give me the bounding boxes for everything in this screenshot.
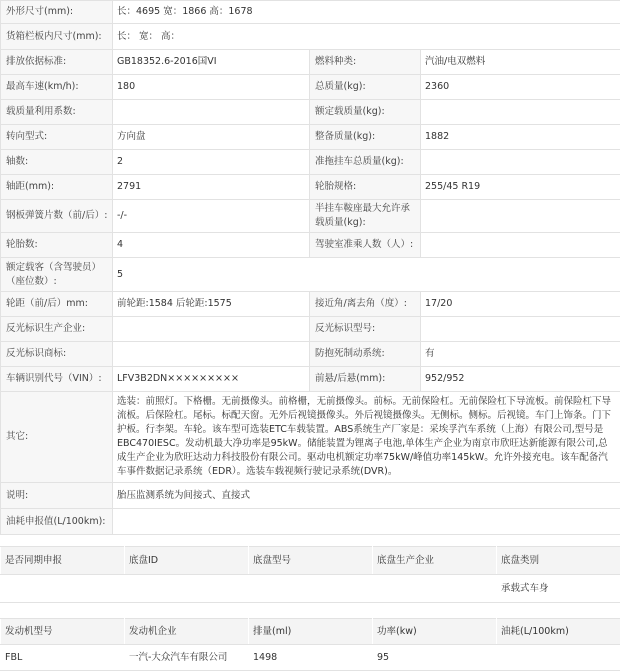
other-value: 选装：前照灯。下格栅。无前摄像头。前格栅，无前摄像头。前标。无前保险杠。无前保险杠下导流板。前保险杠下导流板。后保险杠。尾标。标配天窗。无外后视镜摄像头。外后视镜摄像头。无侧标。侧标。后视镜。车门上饰条。门下护板。行李架。车轮。该车型可选装ETC车载装置。ABS系统生产厂家是：采埃孚汽车系统（上海）有限公司,型号是EBC470IESC。发动机最大净功率是95kW。储能装置为锂离子电池,单体生产企业为南京市欣旺达新能源有限公司,总成生产企业为欣旺达动力科技股份有限公司。驱动电机额定功率75kW/峰值功率145kW。允许外接充电。该车配备汽车事件数据记录系统（EDR）。选装车载视频行驶记录系统(DVR)。 [113,392,620,483]
wheelbase-value: 2791 [113,175,310,200]
tire-count-label: 轮胎数: [1,233,113,258]
chassis-header-id: 底盘ID [125,547,249,575]
abs-value: 有 [421,342,620,367]
engine-header-displacement: 排量(ml) [249,619,373,645]
cargo-box-label: 货箱栏板内尺寸(mm): [1,24,113,50]
spec-row-load [1,100,620,125]
rated-load-value [421,100,620,125]
total-mass-label: 总质量(kg): [310,75,421,100]
engine-power-value: 95 [373,645,497,671]
steering-label: 转向型式: [1,125,113,150]
trailer-mass-label: 准拖挂车总质量(kg): [310,150,421,175]
chassis-table [0,546,620,603]
description-label: 说明: [1,483,113,509]
spec-row-emission [1,50,620,75]
load-utilization-value [113,100,310,125]
total-mass-value: 2360 [421,75,620,100]
reflector-maker-value [113,317,310,342]
engine-table [0,618,620,671]
reflector-brand-value [113,342,310,367]
chassis-maker-value [373,575,497,603]
overhang-value: 952/952 [421,367,620,392]
spec-row-wheelbase [1,175,620,200]
spec-row-seats [1,258,620,292]
track-width-value: 前轮距:1584 后轮距:1575 [113,292,310,317]
spec-row-cargo [1,24,620,50]
spec-row-fuel-consumption [1,509,620,535]
max-speed-label: 最高车速(km/h): [1,75,113,100]
engine-data-row [1,645,620,671]
cab-capacity-value [421,233,620,258]
engine-header-maker: 发动机企业 [125,619,249,645]
reflector-maker-label: 反光标识生产企业: [1,317,113,342]
chassis-header-concurrent: 是否同期申报 [1,547,125,575]
reflector-model-label: 反光标识型号: [310,317,421,342]
emission-standard-value: GB18352.6-2016国VI [113,50,310,75]
fuel-type-value: 汽油/电双燃料 [421,50,620,75]
chassis-model-value [249,575,373,603]
engine-header-power: 功率(kw) [373,619,497,645]
track-width-label: 轮距（前/后）mm: [1,292,113,317]
vin-value: LFV3B2DN××××××××× [113,367,310,392]
curb-mass-value: 1882 [421,125,620,150]
chassis-concurrent-value [1,575,125,603]
engine-header-row [1,619,620,645]
fuel-type-label: 燃料种类: [310,50,421,75]
spec-row-reflector-maker [1,317,620,342]
spec-row-steering [1,125,620,150]
seating-capacity-value: 5 [113,258,620,292]
other-label: 其它: [1,392,113,483]
fuel-consumption-label: 油耗申报值(L/100km): [1,509,113,535]
leaf-spring-value: -/- [113,200,310,233]
chassis-header-model: 底盘型号 [249,547,373,575]
engine-displacement-value: 1498 [249,645,373,671]
approach-departure-value: 17/20 [421,292,620,317]
axle-count-label: 轴数: [1,150,113,175]
spec-row-axles [1,150,620,175]
approach-departure-label: 接近角/离去角（度）: [310,292,421,317]
spec-row-track [1,292,620,317]
chassis-data-row [1,575,620,603]
dimensions-value: 长：4695 宽：1866 高：1678 [113,1,620,24]
chassis-id-value [125,575,249,603]
spec-row-vin [1,367,620,392]
tire-count-value: 4 [113,233,310,258]
engine-model-value: FBL [1,645,125,671]
seating-capacity-label: 额定载客（含驾驶员）（座位数）: [1,258,113,292]
leaf-spring-label: 钢板弹簧片数（前/后）: [1,200,113,233]
engine-fuel-value [497,645,620,671]
cab-capacity-label: 驾驶室准乘人数（人）: [310,233,421,258]
reflector-brand-label: 反光标识商标: [1,342,113,367]
vin-label: 车辆识别代号（VIN）: [1,367,113,392]
engine-maker-value: 一汽-大众汽车有限公司 [125,645,249,671]
chassis-header-maker: 底盘生产企业 [373,547,497,575]
tire-spec-label: 轮胎规格: [310,175,421,200]
trailer-mass-value [421,150,620,175]
abs-label: 防抱死制动系统: [310,342,421,367]
spec-row-speed [1,75,620,100]
emission-standard-label: 排放依据标准: [1,50,113,75]
spec-row-reflector-brand [1,342,620,367]
chassis-header-row [1,547,620,575]
load-utilization-label: 载质量利用系数: [1,100,113,125]
rated-load-label: 额定载质量(kg): [310,100,421,125]
fuel-consumption-value [113,509,620,535]
description-value: 胎压监测系统为间接式、直接式 [113,483,620,509]
cargo-box-value: 长： 宽： 高： [113,24,620,50]
spec-row-tires [1,233,620,258]
curb-mass-label: 整备质量(kg): [310,125,421,150]
reflector-model-value [421,317,620,342]
tire-spec-value: 255/45 R19 [421,175,620,200]
spec-row-spring [1,200,620,233]
dimensions-label: 外形尺寸(mm): [1,1,113,24]
spec-row-dimensions [1,1,620,24]
max-speed-value: 180 [113,75,310,100]
overhang-label: 前悬/后悬(mm): [310,367,421,392]
semitrailer-load-value [421,200,620,233]
axle-count-value: 2 [113,150,310,175]
spec-row-description [1,483,620,509]
engine-header-model: 发动机型号 [1,619,125,645]
semitrailer-load-label: 半挂车鞍座最大允许承载质量(kg): [310,200,421,233]
spec-row-other [1,392,620,483]
chassis-header-type: 底盘类别 [497,547,620,575]
engine-header-fuel: 油耗(L/100km) [497,619,620,645]
wheelbase-label: 轴距(mm): [1,175,113,200]
steering-value: 方向盘 [113,125,310,150]
chassis-type-value: 承载式车身 [497,575,620,603]
